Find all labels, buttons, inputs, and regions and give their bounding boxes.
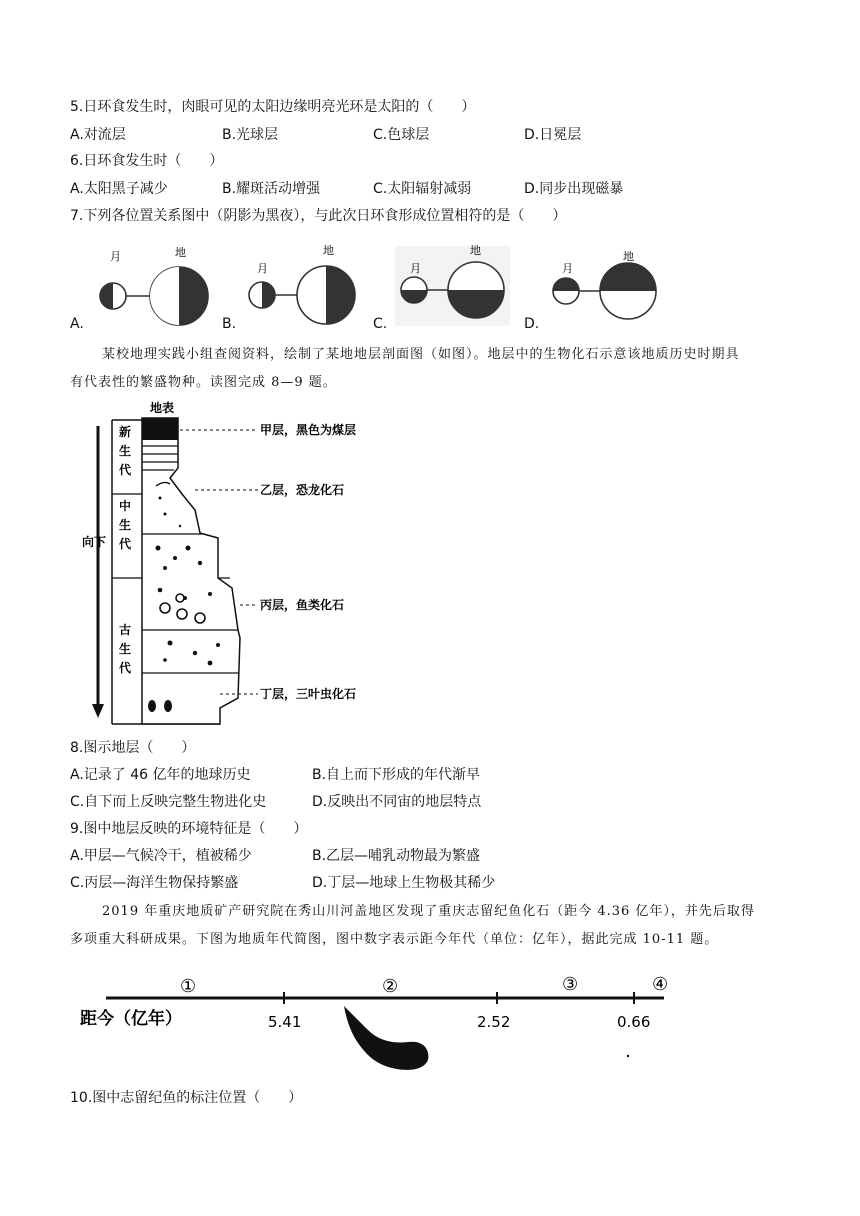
intro-8-9-line-1: 某校地理实践小组查阅资料，绘制了某地地层剖面图（如图）。地层中的生物化石示意该地质历史时期具 [102,347,740,362]
strata-cross-section-figure [70,398,390,728]
panel-a-diagram [100,245,208,325]
segment-2-label: ② [382,976,399,997]
svg-text:新 生 代: 新 生 代 [119,425,132,477]
panel-a-moon-label: 月 [110,250,121,263]
q7-option-b: B. [222,316,237,332]
geologic-timeline-figure [72,968,692,1078]
panel-a-earth-shadow [179,267,208,325]
intro-10-11-line-2: 多项重大科研成果。下图为地质年代简图，图中数字表示距今年代（单位：亿年），据此完成 10-11 题。 [70,932,719,947]
era-paleozoic: 古 生 代 [119,623,132,675]
panel-a-earth-label: 地 [175,246,186,259]
q5-option-c: C.色球层 [373,127,430,143]
intro-10-11-line-1: 2019 年重庆地质矿产研究院在秀山川河盖地区发现了重庆志留纪鱼化石（距今 4.36 亿年），并先后取得 [102,904,755,919]
coal-layer [142,418,178,440]
panel-d-moon-shadow [553,278,579,291]
panel-c-earth-label: 地 [470,244,481,257]
q8-option-d: D.反映出不同宙的地层特点 [312,794,482,810]
panel-a-moon-shadow [100,283,113,309]
panel-d-earth-label: 地 [623,250,634,263]
layer-label-jia: 甲层，黑色为煤层 [260,423,357,437]
surface-label: 地表 [150,401,175,415]
panel-d-earth-shadow [600,263,656,291]
q7-option-d: D. [524,316,540,332]
question-5-stem: 5.日环食发生时，肉眼可见的太阳边缘明亮光环是太阳的（ ） [70,99,476,115]
q7-option-a: A. [70,316,84,332]
q9-option-a: A.甲层—气候冷干，植被稀少 [70,848,252,864]
panel-d-diagram [553,249,656,319]
era-mesozoic: 中 生 代 [119,499,132,551]
layer-label-bing: 丙层，鱼类化石 [260,598,345,612]
q9-option-b: B.乙层—哺乳动物最为繁盛 [312,848,481,864]
q9-option-d: D.丁层—地球上生物极其稀少 [312,875,496,891]
q6-option-a: A.太阳黑子减少 [70,181,168,197]
layer-label-ding: 丁层，三叶虫化石 [260,687,357,701]
q8-option-a: A.记录了 46 亿年的地球历史 [70,767,251,783]
panel-d-moon-label: 月 [562,262,573,275]
q7-option-c: C. [373,316,388,332]
q8-option-c: C.自下而上反映完整生物进化史 [70,794,267,810]
question-9-stem: 9.图中地层反映的环境特征是（ ） [70,821,308,837]
q8-option-b: B.自上而下形成的年代渐早 [312,767,481,783]
layer-label-yi: 乙层，恐龙化石 [260,483,345,497]
panel-b-earth-label: 地 [323,244,334,257]
panel-c-moon-label: 月 [410,262,421,275]
strata-column [142,418,240,724]
intro-8-9-line-2: 有代表性的繁盛物种。读图完成 8—9 题。 [70,375,337,390]
q6-option-b: B.耀斑活动增强 [222,181,321,197]
question-10-stem: 10.图中志留纪鱼的标注位置（ ） [70,1090,303,1106]
tick-label-2-52: 2.52 [477,1013,511,1031]
panel-b-moon-shadow [262,282,275,308]
segment-3-label: ③ [562,974,579,995]
axis-label: 距今（亿年） [80,1009,182,1029]
panel-b-diagram [249,243,355,324]
q6-option-d: D.同步出现磁暴 [524,181,624,197]
q5-option-b: B.光球层 [222,127,279,143]
question-6-stem: 6.日环食发生时（ ） [70,153,224,169]
panel-b-moon-label: 月 [257,262,268,275]
question-8-stem: 8.图示地层（ ） [70,740,196,756]
q5-option-d: D.日冕层 [524,127,582,143]
direction-label-1: 向下 [82,535,107,549]
segment-1-label: ① [180,976,197,997]
q9-option-c: C.丙层—海洋生物保持繁盛 [70,875,239,891]
question-7-stem: 7.下列各位置关系图中（阴影为黑夜），与此次日环食形成位置相符的是（ ） [70,208,567,224]
tick-label-0-66: 0.66 [617,1013,651,1031]
q6-option-c: C.太阳辐射减弱 [373,181,472,197]
panel-b-earth-shadow [326,266,355,324]
tick-label-5-41: 5.41 [268,1013,302,1031]
silurian-fish-fossil-image [344,1006,428,1070]
q5-option-a: A.对流层 [70,127,126,143]
era-cenozoic-char-1: 新 [119,425,132,439]
segment-4-label: ④ [652,974,669,995]
panel-c-diagram [395,243,510,326]
